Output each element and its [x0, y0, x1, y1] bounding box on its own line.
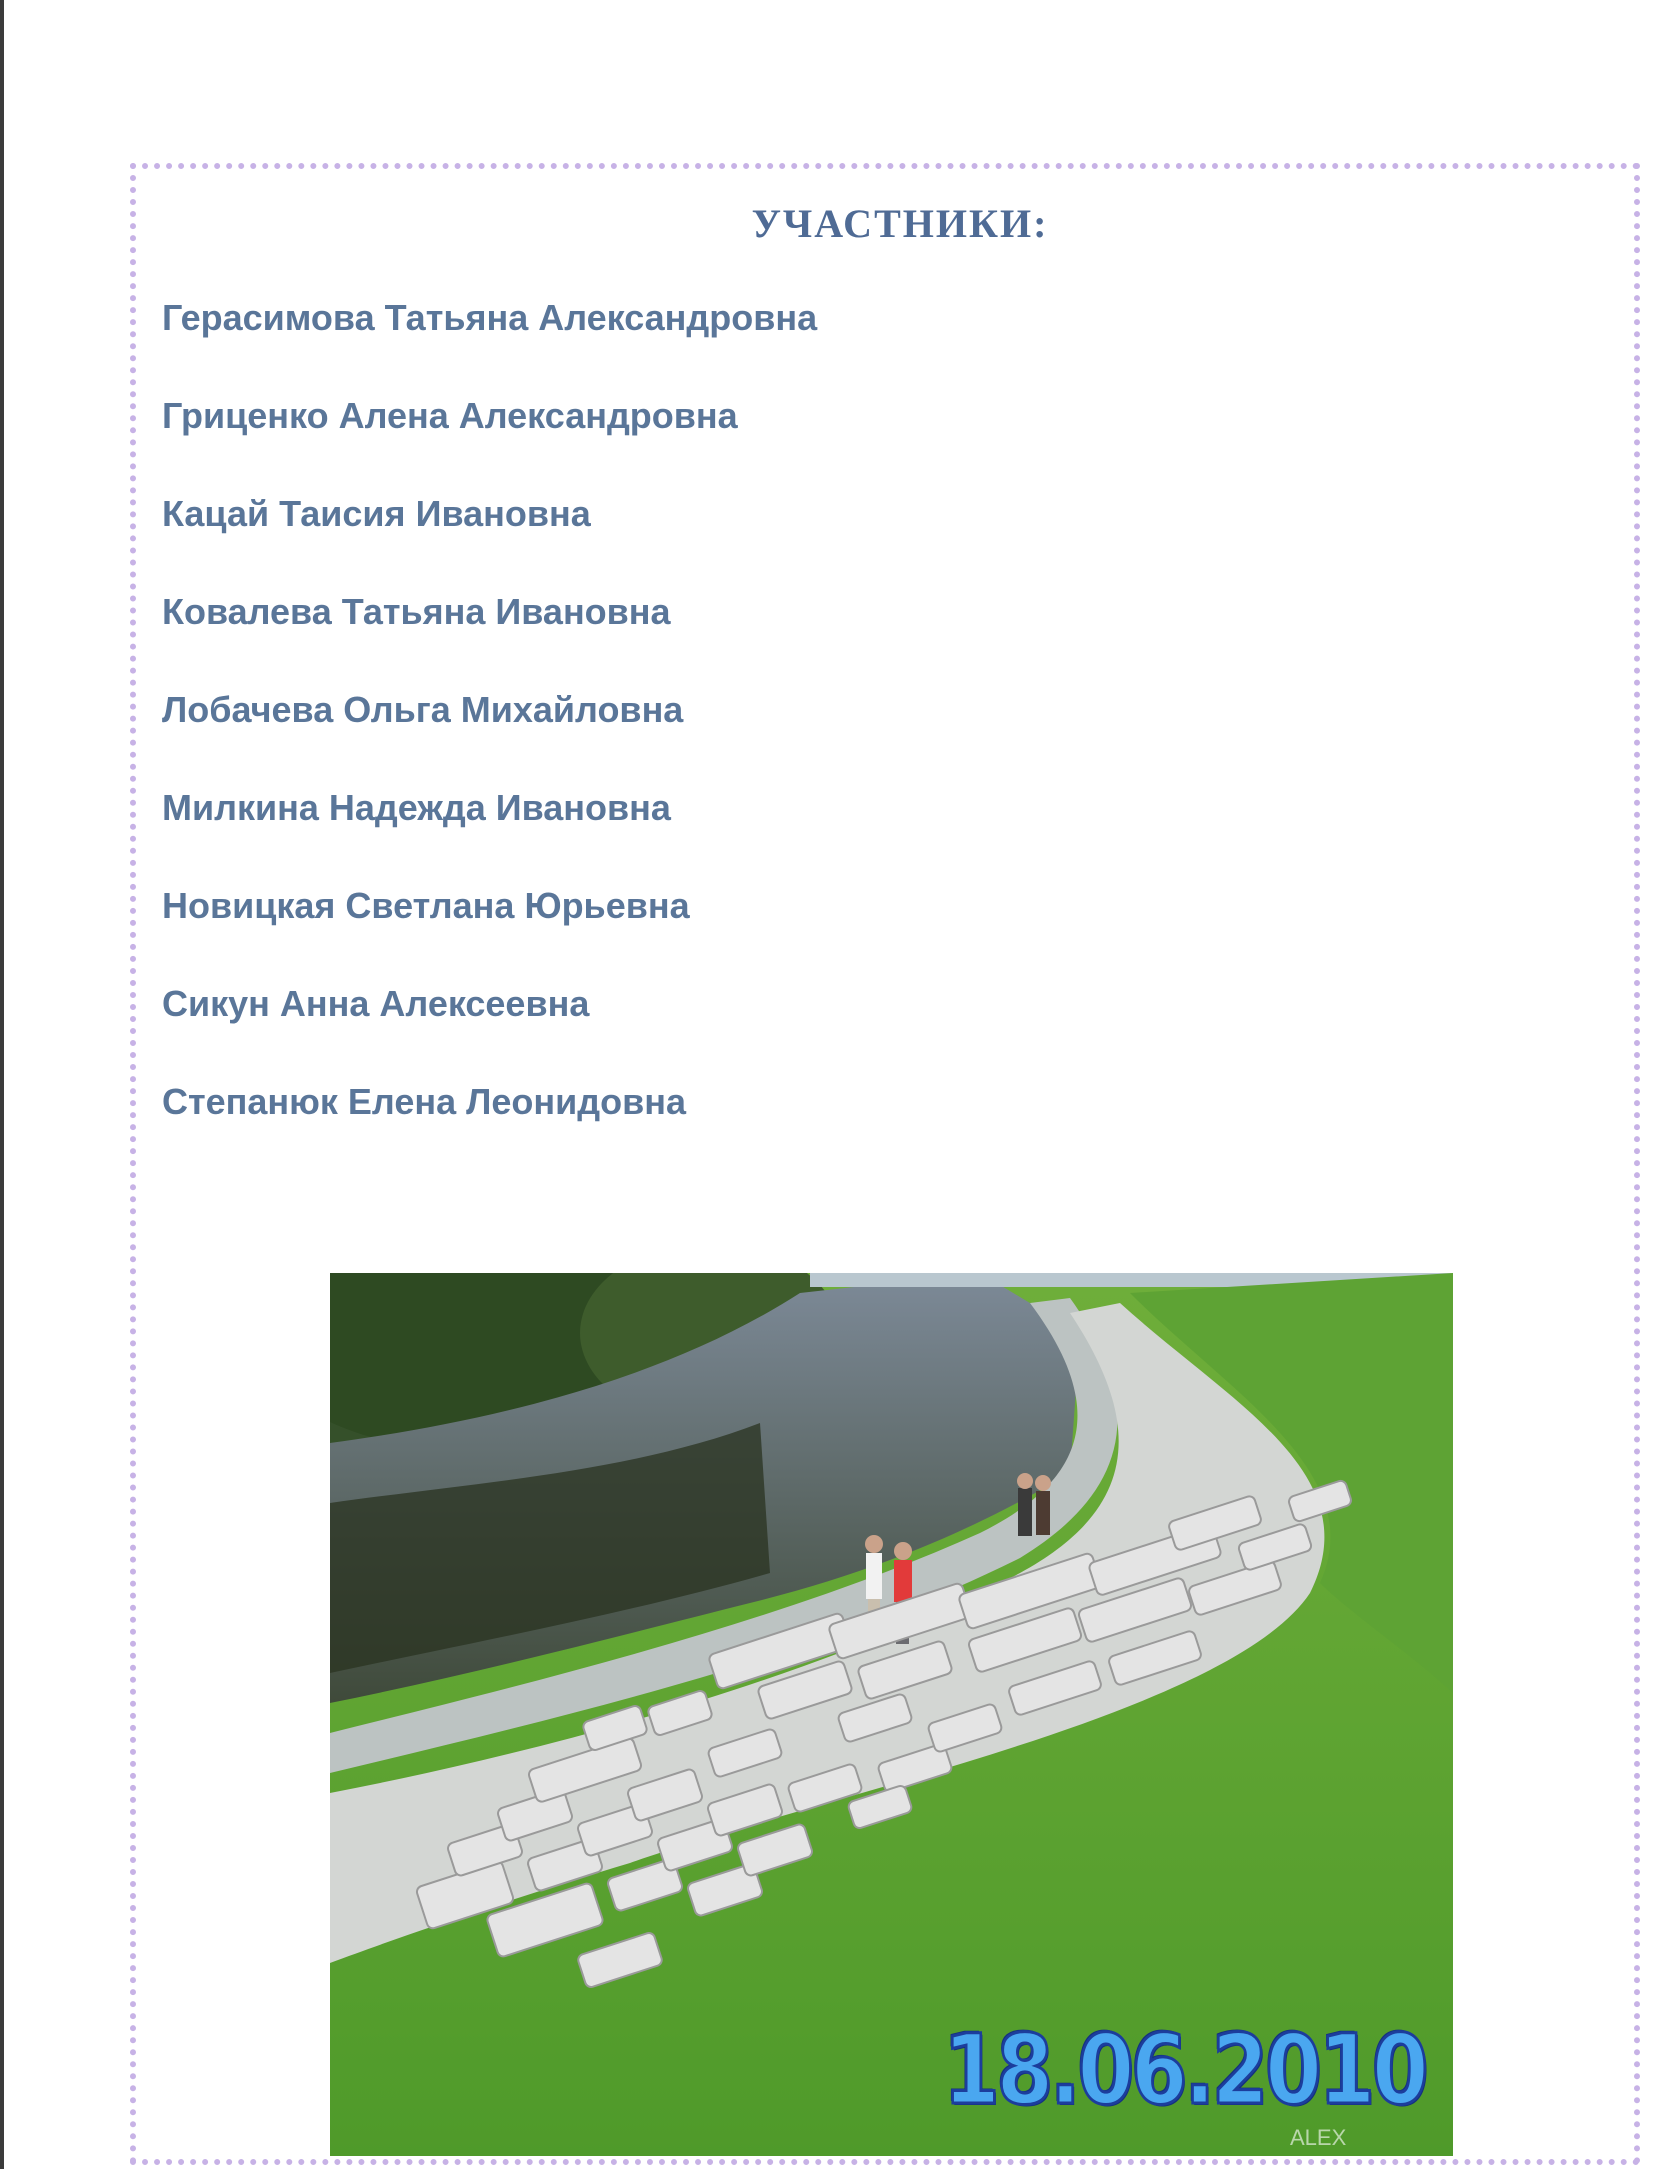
participants-list — [162, 288, 817, 1170]
page-title: УЧАСТНИКИ: — [751, 201, 1049, 246]
date-stamp: 18.06.2010 — [942, 2014, 1425, 2126]
keyboard-monument-photo — [330, 1273, 1453, 2156]
participant-name: Новицкая Светлана Юрьевна — [162, 885, 690, 926]
participant-name: Герасимова Татьяна Александровна — [162, 297, 818, 338]
participant-name: Сикун Анна Алексеевна — [162, 983, 590, 1024]
participant-name: Гриценко Алена Александровна — [162, 395, 738, 436]
scan-edge — [0, 0, 4, 2169]
participant-name: Ковалева Татьяна Ивановна — [162, 591, 671, 632]
participant-name: Лобачева Ольга Михайловна — [162, 689, 684, 730]
participant-name: Кацай Таисия Ивановна — [162, 493, 591, 534]
photo-watermark: ALEX — [1290, 2125, 1347, 2150]
participant-name: Милкина Надежда Ивановна — [162, 787, 671, 828]
participant-name: Степанюк Елена Леонидовна — [162, 1081, 687, 1122]
